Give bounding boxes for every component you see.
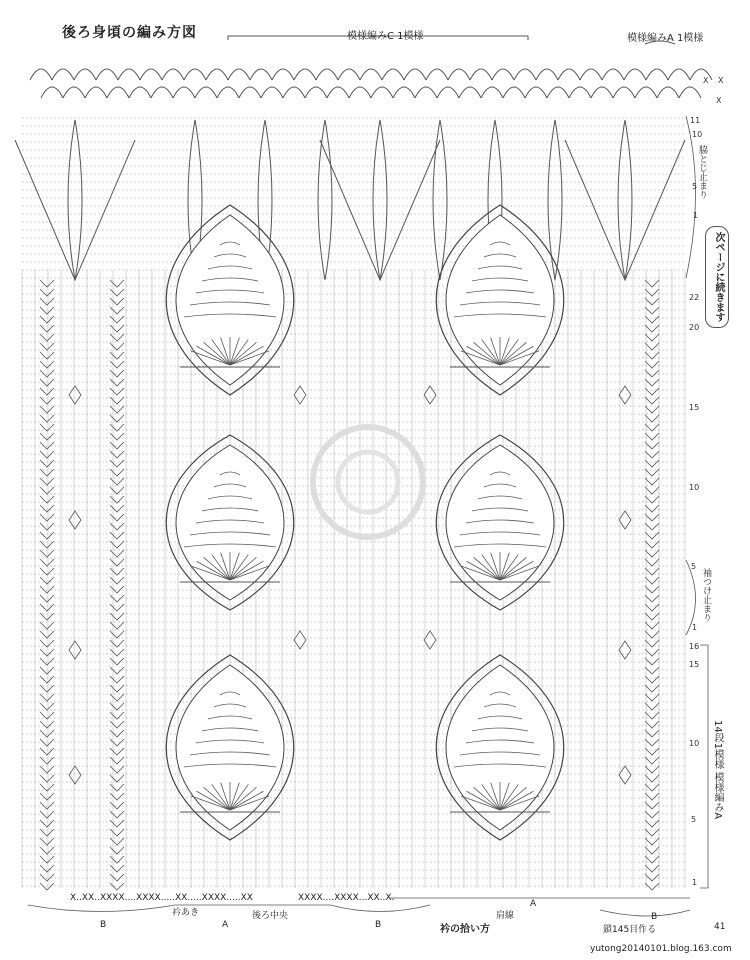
scallop-arch <box>250 69 272 80</box>
v-stitch <box>110 802 124 809</box>
v-stitch <box>645 406 659 413</box>
small-diamond <box>619 641 631 659</box>
v-stitch <box>110 604 124 611</box>
v-stitch <box>645 622 659 629</box>
v-stitch <box>110 415 124 422</box>
v-stitch <box>645 730 659 737</box>
v-stitch <box>645 694 659 701</box>
v-stitch <box>110 721 124 728</box>
scallop-arch <box>272 69 294 80</box>
v-stitch <box>110 595 124 602</box>
v-stitch <box>645 442 659 449</box>
v-stitch <box>110 712 124 719</box>
v-stitch <box>645 847 659 854</box>
row-number: 10 <box>692 130 703 139</box>
row-number: 15 <box>689 403 700 412</box>
v-stitch <box>110 469 124 476</box>
v-stitch <box>40 298 54 305</box>
v-stitch <box>110 451 124 458</box>
measure-line <box>600 910 690 916</box>
scallop-arch <box>371 87 393 98</box>
v-stitch <box>110 775 124 782</box>
scallop-arch <box>184 69 206 80</box>
v-stitch <box>40 433 54 440</box>
v-stitch <box>645 532 659 539</box>
scallop-arch <box>74 69 96 80</box>
small-diamond <box>69 766 81 784</box>
v-stitch <box>645 379 659 386</box>
v-stitch <box>110 280 124 287</box>
section-letter: B <box>651 912 658 922</box>
scallop-arch <box>503 87 525 98</box>
scallop-arch <box>228 69 250 80</box>
scallop-arch <box>140 69 162 80</box>
scallop-arch <box>30 69 52 80</box>
v-stitch <box>40 361 54 368</box>
pattern-a1-label: 模様編みA 1模様 <box>627 33 704 44</box>
side-x-mark: X <box>703 76 709 85</box>
v-stitch <box>40 730 54 737</box>
bottom-x-marks-left: X..XX..XXXX....XXXX.....XX.....XXXX.....XX <box>70 893 253 903</box>
v-stitch <box>40 460 54 467</box>
v-stitch <box>110 577 124 584</box>
row-number: 5 <box>691 562 697 571</box>
v-stitch <box>40 334 54 341</box>
v-stitch <box>645 820 659 827</box>
section-letter: B <box>100 920 107 930</box>
v-stitch <box>110 334 124 341</box>
v-stitch <box>110 442 124 449</box>
scallop-arch <box>481 87 503 98</box>
v-stitch <box>110 343 124 350</box>
v-stitch <box>40 577 54 584</box>
scallop-arch <box>580 69 602 80</box>
decrease-stop-label: 脇とじ止まり <box>697 145 707 199</box>
v-stitch <box>40 649 54 656</box>
v-stitch <box>645 577 659 584</box>
v-stitch <box>40 595 54 602</box>
v-stitch <box>110 631 124 638</box>
v-stitch <box>645 505 659 512</box>
starting-chain-label: 鎖145目作る <box>603 925 657 935</box>
scallop-arch <box>635 87 657 98</box>
v-stitch <box>645 307 659 314</box>
v-stitch <box>110 568 124 575</box>
v-stitch <box>40 775 54 782</box>
fan-lines <box>320 140 440 280</box>
v-stitch <box>645 802 659 809</box>
v-stitch <box>645 604 659 611</box>
scallop-arch <box>85 87 107 98</box>
scallop-arch <box>349 87 371 98</box>
v-stitch <box>40 721 54 728</box>
row-number: 5 <box>691 815 697 824</box>
v-stitch <box>40 487 54 494</box>
v-stitch <box>110 352 124 359</box>
small-diamond <box>619 386 631 404</box>
side-x-mark: X <box>716 96 722 105</box>
scallop-arch <box>294 69 316 80</box>
scallop-arch <box>613 87 635 98</box>
v-stitch <box>645 658 659 665</box>
v-stitch <box>40 442 54 449</box>
scallop-arch <box>305 87 327 98</box>
scallop-arch <box>206 69 228 80</box>
v-stitch <box>110 532 124 539</box>
scallop-arch <box>404 69 426 80</box>
v-stitch <box>40 586 54 593</box>
v-stitch <box>645 487 659 494</box>
leaf-motif <box>548 120 562 280</box>
v-stitch <box>645 676 659 683</box>
scallop-arch <box>437 87 459 98</box>
v-stitch <box>110 757 124 764</box>
leaf-motif <box>618 120 632 280</box>
scallop-arch <box>52 69 74 80</box>
v-stitch <box>40 694 54 701</box>
v-stitch <box>110 487 124 494</box>
scallop-arch <box>415 87 437 98</box>
v-stitch <box>40 532 54 539</box>
scallop-arch <box>668 69 690 80</box>
v-stitch <box>110 559 124 566</box>
v-stitch <box>40 703 54 710</box>
v-stitch <box>40 865 54 872</box>
watermark-logo <box>313 427 423 537</box>
v-stitch <box>110 550 124 557</box>
v-stitch <box>110 397 124 404</box>
v-stitch <box>40 658 54 665</box>
small-diamond <box>619 766 631 784</box>
scallop-arch <box>118 69 140 80</box>
fan-lines <box>565 140 685 280</box>
section-letter: A <box>530 899 537 909</box>
v-stitch <box>645 874 659 881</box>
v-stitch <box>110 838 124 845</box>
scallop-arch <box>327 87 349 98</box>
v-stitch <box>40 820 54 827</box>
scallop-arch <box>657 87 679 98</box>
v-stitch <box>645 514 659 521</box>
side-x-mark: X <box>718 76 724 85</box>
v-stitch <box>110 649 124 656</box>
v-stitch <box>40 802 54 809</box>
v-stitch <box>645 550 659 557</box>
v-stitch <box>40 667 54 674</box>
v-stitch <box>40 379 54 386</box>
v-stitch <box>40 676 54 683</box>
leaf-motif <box>373 120 387 280</box>
row-number: 10 <box>689 739 700 748</box>
scallop-arch <box>107 87 129 98</box>
v-stitch <box>645 883 659 890</box>
scallop-arch <box>217 87 239 98</box>
small-diamond <box>294 386 306 404</box>
v-stitch <box>40 451 54 458</box>
shoulder-line-label: 肩線 <box>496 911 515 921</box>
v-stitch <box>110 424 124 431</box>
v-stitch <box>110 865 124 872</box>
v-stitch <box>110 361 124 368</box>
v-stitch <box>40 514 54 521</box>
scallop-arch <box>547 87 569 98</box>
v-stitch <box>110 613 124 620</box>
v-stitch <box>645 649 659 656</box>
row-number: 10 <box>689 483 700 492</box>
v-stitch <box>110 703 124 710</box>
v-stitch <box>110 379 124 386</box>
v-stitch <box>110 811 124 818</box>
v-stitch <box>110 406 124 413</box>
row-number: 16 <box>689 642 700 651</box>
leaf-motif <box>318 120 332 280</box>
scallop-arch <box>261 87 283 98</box>
v-stitch <box>110 766 124 773</box>
row-number: 5 <box>692 182 698 191</box>
v-stitch <box>40 343 54 350</box>
v-stitch <box>110 667 124 674</box>
v-stitch <box>110 739 124 746</box>
small-diamond <box>69 641 81 659</box>
v-stitch <box>645 289 659 296</box>
v-stitch <box>645 667 659 674</box>
scallop-arch <box>162 69 184 80</box>
v-stitch <box>110 433 124 440</box>
v-stitch <box>110 874 124 881</box>
v-stitch <box>645 415 659 422</box>
v-stitch <box>110 820 124 827</box>
v-stitch <box>40 289 54 296</box>
v-stitch <box>645 451 659 458</box>
v-stitch <box>645 460 659 467</box>
v-stitch <box>40 478 54 485</box>
scallop-arch <box>679 87 701 98</box>
scallop-arch <box>448 69 470 80</box>
scallop-arch <box>338 69 360 80</box>
v-stitch <box>40 370 54 377</box>
page-title: 後ろ身頃の編み方図 <box>62 25 197 41</box>
v-stitch <box>645 586 659 593</box>
scallop-arch <box>514 69 536 80</box>
v-stitch <box>40 406 54 413</box>
v-stitch <box>110 856 124 863</box>
v-stitch <box>40 874 54 881</box>
v-stitch <box>40 550 54 557</box>
scallop-arch <box>393 87 415 98</box>
v-stitch <box>110 730 124 737</box>
v-stitch <box>110 793 124 800</box>
v-stitch <box>110 640 124 647</box>
v-stitch <box>645 433 659 440</box>
v-stitch <box>645 298 659 305</box>
continued-next-page-badge: 次ページに続きます <box>705 226 729 328</box>
fan-lines <box>15 140 135 280</box>
v-stitch <box>110 289 124 296</box>
scallop-arch <box>569 87 591 98</box>
measure-line <box>330 905 430 912</box>
v-stitch <box>40 847 54 854</box>
v-stitch <box>40 604 54 611</box>
row-number: 11 <box>690 116 701 125</box>
row-number: 22 <box>689 293 700 302</box>
watermark-url: yutong20140101.blog.163.com <box>590 944 732 954</box>
scallop-arch <box>558 69 580 80</box>
page-number: 41 <box>714 922 726 932</box>
row-number: 20 <box>689 323 700 332</box>
v-stitch <box>645 748 659 755</box>
v-stitch <box>110 523 124 530</box>
v-stitch <box>110 784 124 791</box>
v-stitch <box>645 739 659 746</box>
v-stitch <box>645 559 659 566</box>
v-stitch <box>645 343 659 350</box>
v-stitch <box>110 388 124 395</box>
scallop-arch <box>646 69 668 80</box>
v-stitch <box>40 748 54 755</box>
v-stitch <box>645 811 659 818</box>
bottom-x-marks-right: XXXX....XXXX...XX..X. <box>298 893 395 903</box>
leaf-motif <box>433 120 447 280</box>
scallop-arch <box>536 69 558 80</box>
v-stitch <box>110 307 124 314</box>
v-stitch <box>645 631 659 638</box>
v-stitch <box>110 694 124 701</box>
v-stitch <box>110 676 124 683</box>
v-stitch <box>40 793 54 800</box>
v-stitch <box>110 325 124 332</box>
row-number: 1 <box>693 211 699 220</box>
v-stitch <box>110 370 124 377</box>
section-letter: A <box>222 920 229 930</box>
v-stitch <box>40 622 54 629</box>
v-stitch <box>645 703 659 710</box>
collar-opening-label: 衿あき <box>172 908 200 918</box>
scallop-arch <box>63 87 85 98</box>
v-stitch <box>40 415 54 422</box>
v-stitch <box>40 307 54 314</box>
v-stitch <box>645 838 659 845</box>
scallop-arch <box>129 87 151 98</box>
v-stitch <box>110 316 124 323</box>
v-stitch <box>110 478 124 485</box>
v-stitch <box>645 775 659 782</box>
scallop-arch <box>41 87 63 98</box>
v-stitch <box>40 388 54 395</box>
v-stitch <box>645 334 659 341</box>
v-stitch <box>40 883 54 890</box>
v-stitch <box>40 838 54 845</box>
collar-pickup-label: 衿の拾い方 <box>440 924 490 935</box>
v-stitch <box>645 388 659 395</box>
v-stitch <box>645 865 659 872</box>
leaf-motif <box>68 120 82 280</box>
row-number: 1 <box>692 878 698 887</box>
scallop-arch <box>426 69 448 80</box>
scallop-arch <box>195 87 217 98</box>
v-stitch <box>40 739 54 746</box>
scallop-arch <box>525 87 547 98</box>
v-stitch <box>40 766 54 773</box>
side-bracket <box>700 645 708 888</box>
scallop-arch <box>602 69 624 80</box>
scallop-arch <box>470 69 492 80</box>
v-stitch <box>645 361 659 368</box>
v-stitch <box>40 505 54 512</box>
v-stitch <box>645 316 659 323</box>
v-stitch <box>645 721 659 728</box>
section-letter: B <box>375 920 382 930</box>
v-stitch <box>645 478 659 485</box>
v-stitch <box>645 523 659 530</box>
v-stitch <box>110 496 124 503</box>
scallop-arch <box>283 87 305 98</box>
v-stitch <box>110 847 124 854</box>
v-stitch <box>110 460 124 467</box>
v-stitch <box>110 658 124 665</box>
scallop-arch <box>96 69 118 80</box>
scallop-arch <box>316 69 338 80</box>
scallop-arch <box>591 87 613 98</box>
scallop-arch <box>173 87 195 98</box>
v-stitch <box>110 829 124 836</box>
v-stitch <box>110 514 124 521</box>
v-stitch <box>110 541 124 548</box>
scallop-arch <box>382 69 404 80</box>
v-stitch <box>645 595 659 602</box>
small-diamond <box>69 386 81 404</box>
scallop-arch <box>360 69 382 80</box>
small-diamond <box>619 511 631 529</box>
v-stitch <box>40 811 54 818</box>
scallop-arch <box>239 87 261 98</box>
row-number: 15 <box>689 660 700 669</box>
pattern-c-label: 模様編みC 1模様 <box>347 31 424 42</box>
pattern-a-side-label: 14段1模様 模様編みA <box>712 720 723 820</box>
v-stitch <box>110 685 124 692</box>
measure-line <box>28 905 175 912</box>
back-center-label: 後ろ中央 <box>252 911 289 921</box>
row-number: 1 <box>692 623 698 632</box>
scallop-arch <box>151 87 173 98</box>
small-diamond <box>424 386 436 404</box>
v-stitch <box>40 316 54 323</box>
scallop-arch <box>624 69 646 80</box>
v-stitch <box>110 505 124 512</box>
v-stitch <box>40 523 54 530</box>
v-stitch <box>110 586 124 593</box>
v-stitch <box>110 748 124 755</box>
sleeve-attach-stop-label: 袖つけ止まり <box>701 568 711 622</box>
v-stitch <box>645 370 659 377</box>
v-stitch <box>110 883 124 890</box>
v-stitch <box>645 766 659 773</box>
v-stitch <box>110 298 124 305</box>
v-stitch <box>40 559 54 566</box>
scallop-arch <box>459 87 481 98</box>
scallop-arch <box>492 69 514 80</box>
scallop-arch <box>690 69 712 80</box>
v-stitch <box>110 622 124 629</box>
v-stitch <box>645 793 659 800</box>
v-stitch <box>40 631 54 638</box>
